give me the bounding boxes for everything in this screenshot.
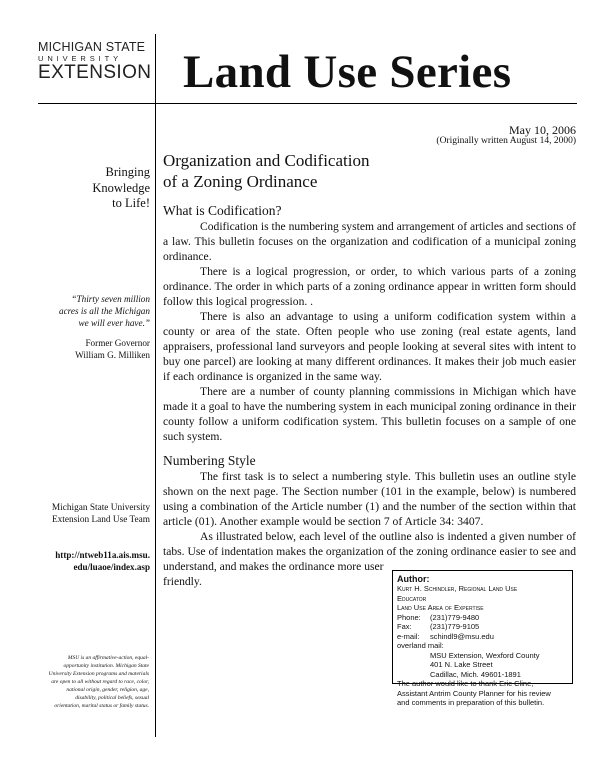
document-title <box>163 150 576 192</box>
url-line[interactable]: http://ntweb11a.ais.msu. <box>55 550 150 560</box>
title-line: of a Zoning Ordinance <box>163 172 318 191</box>
author-label: Author: <box>397 574 430 584</box>
email-value[interactable]: schindl9@msu.edu <box>430 631 494 641</box>
mail-label: overland mail: <box>397 641 444 650</box>
disclaimer-line: opportunity institution. Michigan State <box>63 663 149 669</box>
author-title: Educator <box>397 593 427 603</box>
phone-value: (231)779-9480 <box>430 612 480 622</box>
disclaimer-line: disability, political beliefs, sexual <box>75 695 149 701</box>
disclaimer-line: are open to all without regard to race, color, <box>51 679 149 685</box>
paragraph: Codification is the numbering system and arrangement of articles and sections of a law. This bulletin focuses on the organization and codification of a municipal zoning ordinance. <box>163 220 576 263</box>
disclaimer-line: national origin, gender, religion, age, <box>66 687 149 693</box>
team-line: Michigan State University <box>51 503 150 513</box>
tagline-line: to Life! <box>112 196 150 210</box>
sidebar-tagline <box>10 165 150 212</box>
attribution-line: William G. Milliken <box>75 350 150 360</box>
disclaimer-line: orientation, marital status or family status. <box>54 703 149 709</box>
logo-line-university: UNIVERSITY <box>38 54 123 63</box>
sidebar-divider <box>155 34 156 737</box>
author-info-box <box>392 570 573 707</box>
logo-line-extension: EXTENSION <box>38 62 152 83</box>
publication-date: May 10, 2006 <box>509 123 576 137</box>
logo-line-michigan-state: MICHIGAN STATE <box>38 40 146 54</box>
main-content <box>163 150 576 589</box>
attribution-line: Former Governor <box>85 338 150 348</box>
team-line: Extension Land Use Team <box>51 515 150 525</box>
quote-line: “Thirty seven million <box>71 294 150 304</box>
thanks-line: Assistant Antrim County Planner for his review <box>397 688 551 698</box>
email-label: e-mail: <box>397 631 420 641</box>
author-fax <box>397 622 568 632</box>
author-area: Land Use Area of Expertise <box>397 603 484 612</box>
address-line: Cadillac, Mich. 49601-1891 <box>430 669 521 679</box>
quote-attribution <box>10 337 150 361</box>
paragraph: The first task is to select a numbering style. This bulletin uses an outline style shown on the next page. The Section number (101 in the example, below) is numbered using a combination of the Article number (1) and the number of the section within that article (01). Another example would be section 7 of Article 34: 3407. <box>163 470 576 528</box>
author-phone <box>397 613 568 623</box>
fax-value: (231)779-9105 <box>430 622 480 631</box>
author-email <box>397 632 568 642</box>
section-heading-numbering-style: Numbering Style <box>163 453 256 468</box>
paragraph: There are a number of county planning commissions in Michigan which have made it a goal to have the numbering system in each municipal zoning ordinance in their county follow a uniform codification system. This bulletin focuses on a sample of one such system. <box>163 385 576 443</box>
author-name: Kurt H. Schindler, Regional Land Use <box>397 584 518 593</box>
equal-opportunity-disclaimer <box>6 654 149 710</box>
disclaimer-line: University Extension programs and materials <box>48 671 149 677</box>
disclaimer-line: MSU is an affirmative-action, equal- <box>67 655 149 661</box>
section-heading-codification: What is Codification? <box>163 203 282 218</box>
series-title: Land Use Series <box>183 46 512 98</box>
thanks-line: The author would like to thank Eric Cline, <box>397 679 534 688</box>
original-date: (Originally written August 14, 2000) <box>436 136 576 146</box>
title-line: Organization and Codification <box>163 151 370 170</box>
paragraph: There is a logical progression, or order, to which various parts of a zoning ordinance. The order in which parts of a zoning ordinance appear in written form should follow this logical progression. . <box>163 265 576 308</box>
quote-line: we will ever have.” <box>78 318 150 328</box>
thanks-line: and comments in preparation of this bulletin. <box>397 698 545 707</box>
address-line: MSU Extension, Wexford County <box>430 650 540 660</box>
phone-label: Phone: <box>397 612 421 622</box>
sidebar-quote <box>10 293 150 329</box>
quote-line: acres is all the Michigan <box>58 306 150 316</box>
paragraph: As illustrated below, each level of the outline also is indented a given number of tabs. Use of indentation makes the organization of the zoning ordinance easier to see and understand, and makes the ordinance more user <box>163 530 576 573</box>
url-line[interactable]: edu/luaoe/index.asp <box>73 562 150 572</box>
tagline-line: Bringing <box>105 165 150 179</box>
header-divider <box>38 103 577 104</box>
paragraph-continuation: friendly. <box>163 575 202 588</box>
address-line: 401 N. Lake Street <box>430 660 493 669</box>
paragraph: There is also an advantage to using a uniform codification system within a county or area of the state. Often people who use zoning (real estate agents, land appraisers, professional land surveyors and people looking at several sites with intent to buy one parcel) are looking at many different ordinances. It makes their job much easier if each ordinance is organized in the same way. <box>163 310 576 383</box>
author-label-text: Author <box>397 574 427 584</box>
tagline-line: Knowledge <box>92 180 150 195</box>
website-url[interactable] <box>10 549 150 573</box>
msu-extension-logo <box>38 40 152 83</box>
fax-label: Fax: <box>397 622 412 631</box>
land-use-team <box>10 502 150 526</box>
